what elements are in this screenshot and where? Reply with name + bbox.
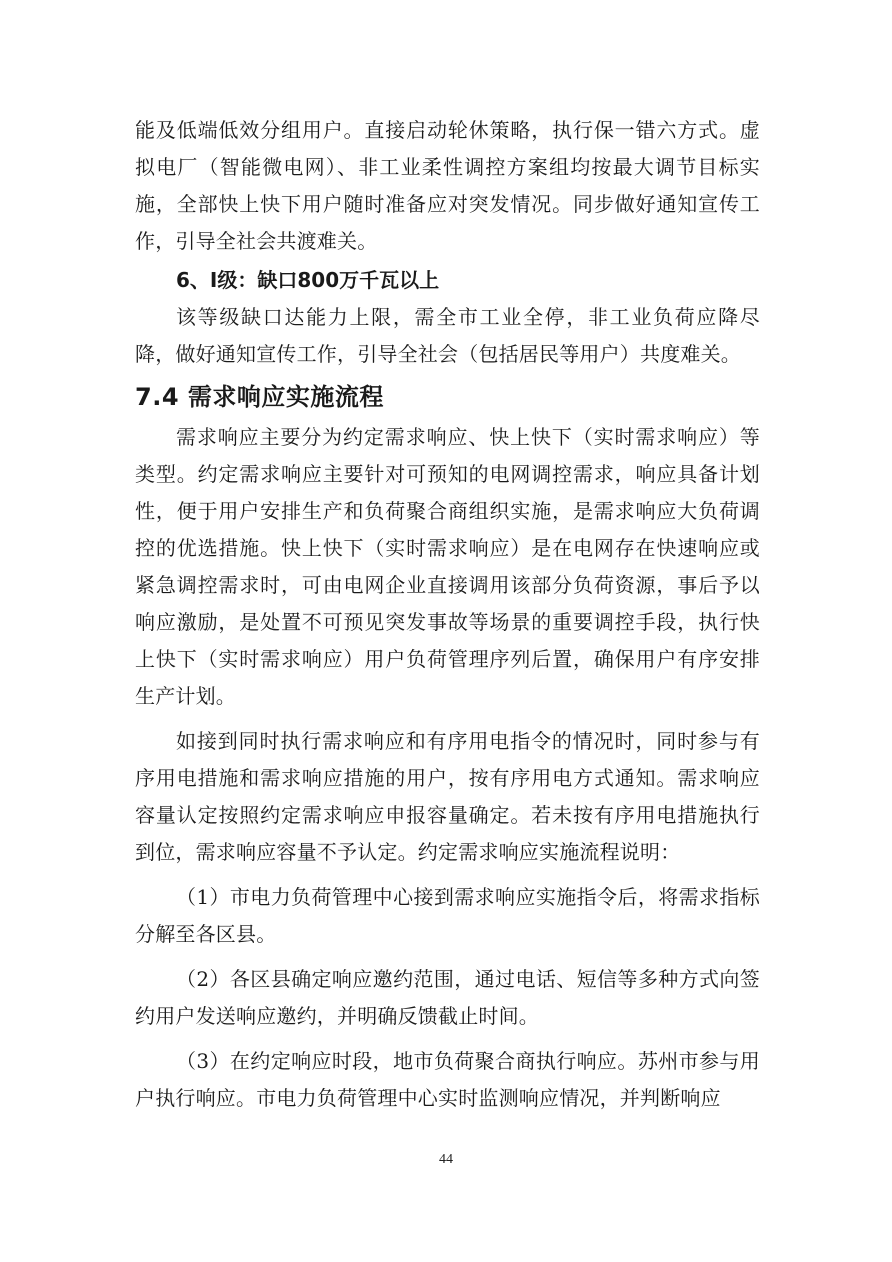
- paragraph-gap: [135, 953, 760, 961]
- paragraph: 如接到同时执行需求响应和有序用电指令的情况时，同时参与有序用电措施和需求响应措施的用户，按有序用电方式通知。需求响应容量认定按照约定需求响应申报容量确定。若未按有序用电措施执行到位，需求响应容量不予认定。约定需求响应实施流程说明：: [135, 729, 760, 864]
- list-item: （2）各区县确定响应邀约范围，通过电话、短信等多种方式向签约用户发送响应邀约，并明确反馈截止时间。: [135, 967, 760, 1028]
- paragraph-gap: [135, 715, 760, 723]
- page-number: 44: [439, 1152, 453, 1167]
- subheading: 6、Ⅰ级：缺口800万千瓦以上: [176, 268, 440, 292]
- paragraph: 该等级缺口达能力上限，需全市工业全停，非工业负荷应降尽降，做好通知宣传工作，引导全社会（包括居民等用户）共度难关。: [135, 305, 760, 366]
- paragraph: 能及低端低效分组用户。直接启动轮休策略，执行保一错六方式。虚拟电厂（智能微电网）、非工业柔性调控方案组均按最大调节目标实施，全部快上快下用户随时准备应对突发情况。同步做好通知宣传工作，引导全社会共渡难关。: [135, 118, 760, 253]
- section-title: 7.4 需求响应实施流程: [135, 383, 384, 411]
- paragraph: 需求响应主要分为约定需求响应、快上快下（实时需求响应）等类型。约定需求响应主要针对可预知的电网调控需求，响应具备计划性，便于用户安排生产和负荷聚合商组织实施，是需求响应大负荷调控的优选措施。快上快下（实时需求响应）是在电网存在快速响应或紧急调控需求时，可由电网企业直接调用该部分负荷资源，事后予以响应激励，是处置不可预见突发事故等场景的重要调控手段，执行快上快下（实时需求响应）用户负荷管理序列后置，确保用户有序安排生产计划。: [135, 425, 760, 708]
- list-item: （3）在约定响应时段，地市负荷聚合商执行响应。苏州市参与用户执行响应。市电力负荷管理中心实时监测响应情况，并判断响应: [135, 1049, 760, 1110]
- paragraph-gap: [135, 871, 760, 879]
- paragraph-gap: [135, 1035, 760, 1043]
- list-item: （1）市电力负荷管理中心接到需求响应实施指令后，将需求指标分解至各区县。: [135, 885, 760, 946]
- page-body: [135, 112, 760, 1117]
